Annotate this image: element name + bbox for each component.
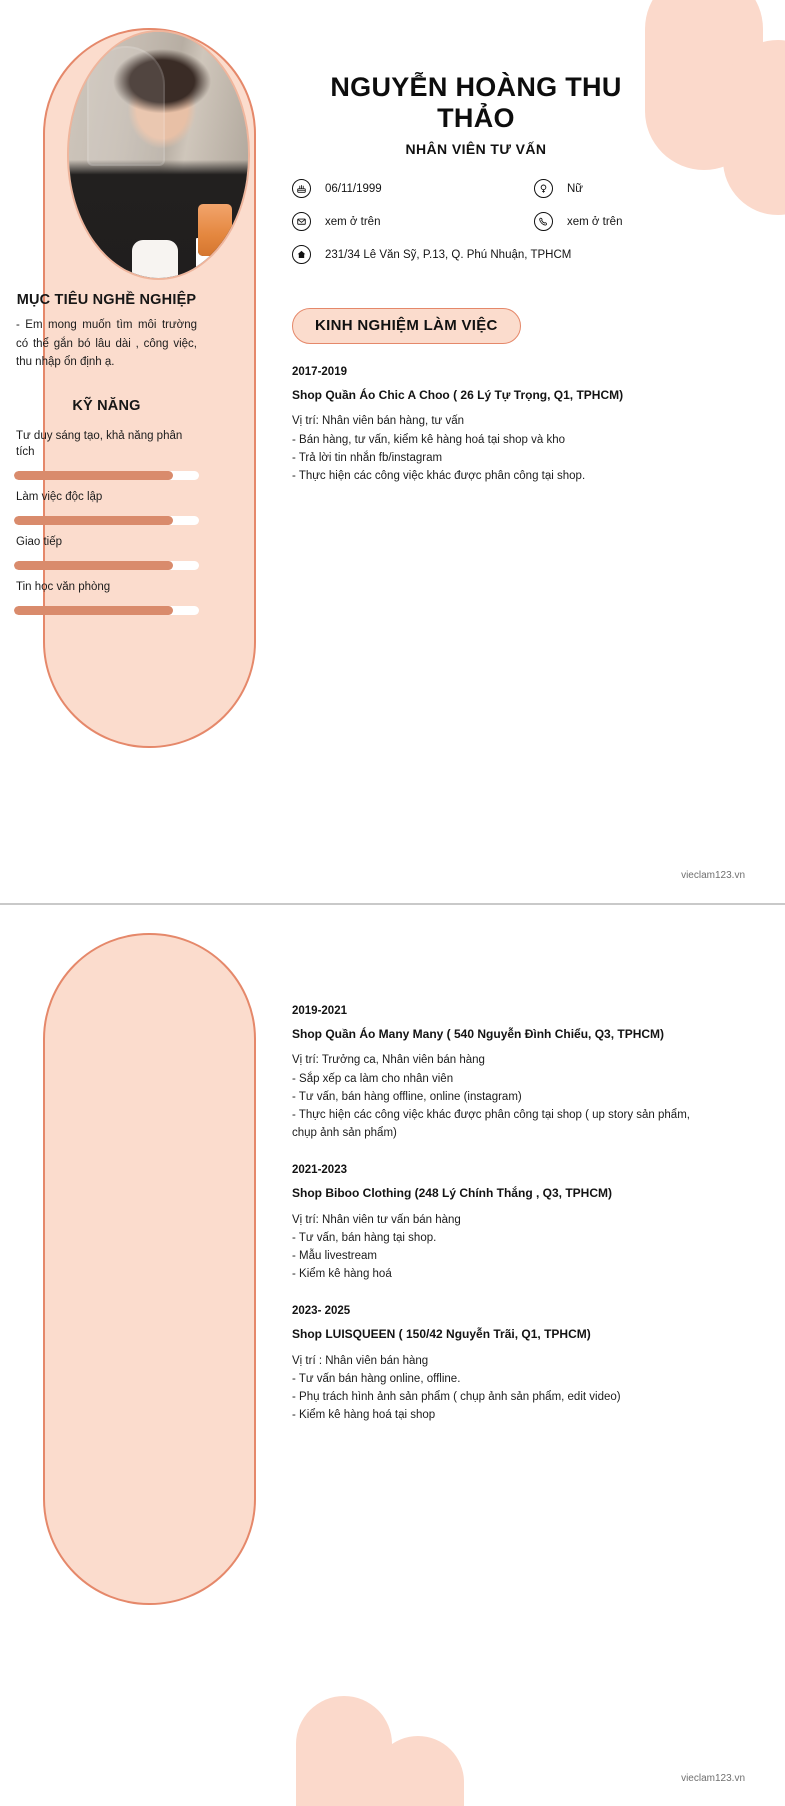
watermark: vieclam123.vn <box>681 870 745 881</box>
experience-date: 2021-2023 <box>292 1164 347 1177</box>
experience-detail: - Sắp xếp ca làm cho nhân viên <box>292 1072 454 1085</box>
experience-item <box>292 1005 692 1142</box>
envelope-icon <box>292 212 311 231</box>
skill-bar-track <box>14 606 199 615</box>
phone-value: xem ở trên <box>567 215 623 228</box>
skill-bar-fill <box>14 516 173 525</box>
contact-gender <box>534 179 712 198</box>
sidebar-content <box>0 292 213 624</box>
phone-icon <box>534 212 553 231</box>
skill-bar-fill <box>14 471 173 480</box>
job-role-subtitle: NHÂN VIÊN TƯ VẤN <box>405 141 547 157</box>
experience-detail: - Bán hàng, tư vấn, kiểm kê hàng hoá tại shop và kho <box>292 433 566 446</box>
experience-item <box>292 1305 692 1424</box>
sidebar-panel-page-2 <box>43 933 256 1605</box>
main-column <box>292 0 752 507</box>
experience-detail: Vị trí : Nhân viên bán hàng <box>292 1354 429 1367</box>
watermark: vieclam123.vn <box>681 1773 745 1784</box>
experience-date: 2023- 2025 <box>292 1305 351 1318</box>
address-value: 231/34 Lê Văn Sỹ, P.13, Q. Phú Nhuận, TPHCM <box>325 248 572 261</box>
contact-birthday <box>292 179 534 198</box>
skill-label: Tư duy sáng tạo, khả năng phân tích <box>16 429 183 458</box>
skill-label: Tin học văn phòng <box>16 581 111 594</box>
skill-item <box>14 534 199 570</box>
objective-title: MỤC TIÊU NGHỀ NGHIỆP <box>16 292 197 308</box>
experience-detail: Vị trí: Nhân viên tư vấn bán hàng <box>292 1213 461 1226</box>
experience-section-title: KINH NGHIỆM LÀM VIỆC <box>292 308 521 344</box>
contact-row <box>292 245 712 264</box>
experience-company: Shop Quần Áo Chic A Choo ( 26 Lý Tự Trọng, Q1, TPHCM) <box>292 388 624 402</box>
skill-bar-track <box>14 471 199 480</box>
experience-detail: - Trả lời tin nhắn fb/instagram <box>292 451 443 464</box>
experience-detail: - Tư vấn, bán hàng tại shop. <box>292 1231 437 1244</box>
page-title: NGUYỄN HOÀNG THU THẢO <box>330 72 622 133</box>
email-value: xem ở trên <box>325 215 381 228</box>
experience-item <box>292 1164 692 1283</box>
experience-detail: - Mẫu livestream <box>292 1249 377 1262</box>
experience-detail: - Thực hiện các công việc khác được phân công tại shop. <box>292 469 586 482</box>
gender-icon <box>534 179 553 198</box>
experience-detail: - Kiểm kê hàng hoá tại shop <box>292 1409 436 1422</box>
contact-row <box>292 212 712 231</box>
experience-company: Shop Quần Áo Many Many ( 540 Nguyễn Đình Chiểu, Q3, TPHCM) <box>292 1027 665 1041</box>
contact-phone <box>534 212 712 231</box>
experience-list-page-2 <box>292 1005 692 1424</box>
profile-photo-image <box>69 32 248 278</box>
skill-bar-track <box>14 516 199 525</box>
experience-detail: - Tư vấn, bán hàng offline, online (instagram) <box>292 1090 522 1103</box>
experience-detail: Vị trí: Nhân viên bán hàng, tư vấn <box>292 415 464 428</box>
cv-page-2 <box>0 903 785 1806</box>
experience-company: Shop LUISQUEEN ( 150/42 Nguyễn Trãi, Q1, TPHCM) <box>292 1327 591 1342</box>
gender-value: Nữ <box>567 182 584 195</box>
contact-info <box>292 179 712 264</box>
experience-detail: - Phụ trách hình ảnh sản phẩm ( chụp ảnh sản phẩm, edit video) <box>292 1390 621 1403</box>
skill-bar-fill <box>14 606 173 615</box>
experience-detail: - Kiểm kê hàng hoá <box>292 1268 392 1281</box>
objective-text: - Em mong muốn tìm môi trường có thể gắn bó lâu dài , công việc, thu nhập ổn định ạ. <box>16 319 197 369</box>
experience-detail: - Thực hiện các công việc khác được phân công tại shop ( up story sản phẩm, chụp ảnh sản phẩm) <box>292 1108 690 1140</box>
skill-label: Giao tiếp <box>16 536 63 549</box>
skill-item <box>14 428 199 480</box>
experience-date: 2017-2019 <box>292 366 347 378</box>
experience-company: Shop Biboo Clothing (248 Lý Chính Thắng , Q3, TPHCM) <box>292 1186 612 1201</box>
contact-email <box>292 212 534 231</box>
contact-address <box>292 245 712 264</box>
contact-row <box>292 179 712 198</box>
experience-detail: Vị trí: Trưởng ca, Nhân viên bán hàng <box>292 1054 485 1067</box>
experience-date: 2019-2021 <box>292 1005 347 1017</box>
experience-list-page-1 <box>292 366 692 485</box>
home-icon <box>292 245 311 264</box>
skills-title: KỸ NĂNG <box>72 397 141 414</box>
skill-bar-track <box>14 561 199 570</box>
experience-item <box>292 366 692 485</box>
main-column-page-2 <box>292 983 752 1446</box>
skill-label: Làm việc độc lập <box>16 491 103 504</box>
birthday-cake-icon <box>292 179 311 198</box>
profile-photo <box>67 30 250 280</box>
birthday-value: 06/11/1999 <box>325 182 382 195</box>
skill-bar-fill <box>14 561 173 570</box>
skill-item <box>14 579 199 615</box>
skill-item <box>14 489 199 525</box>
experience-detail: - Tư vấn bán hàng online, offline. <box>292 1372 461 1385</box>
